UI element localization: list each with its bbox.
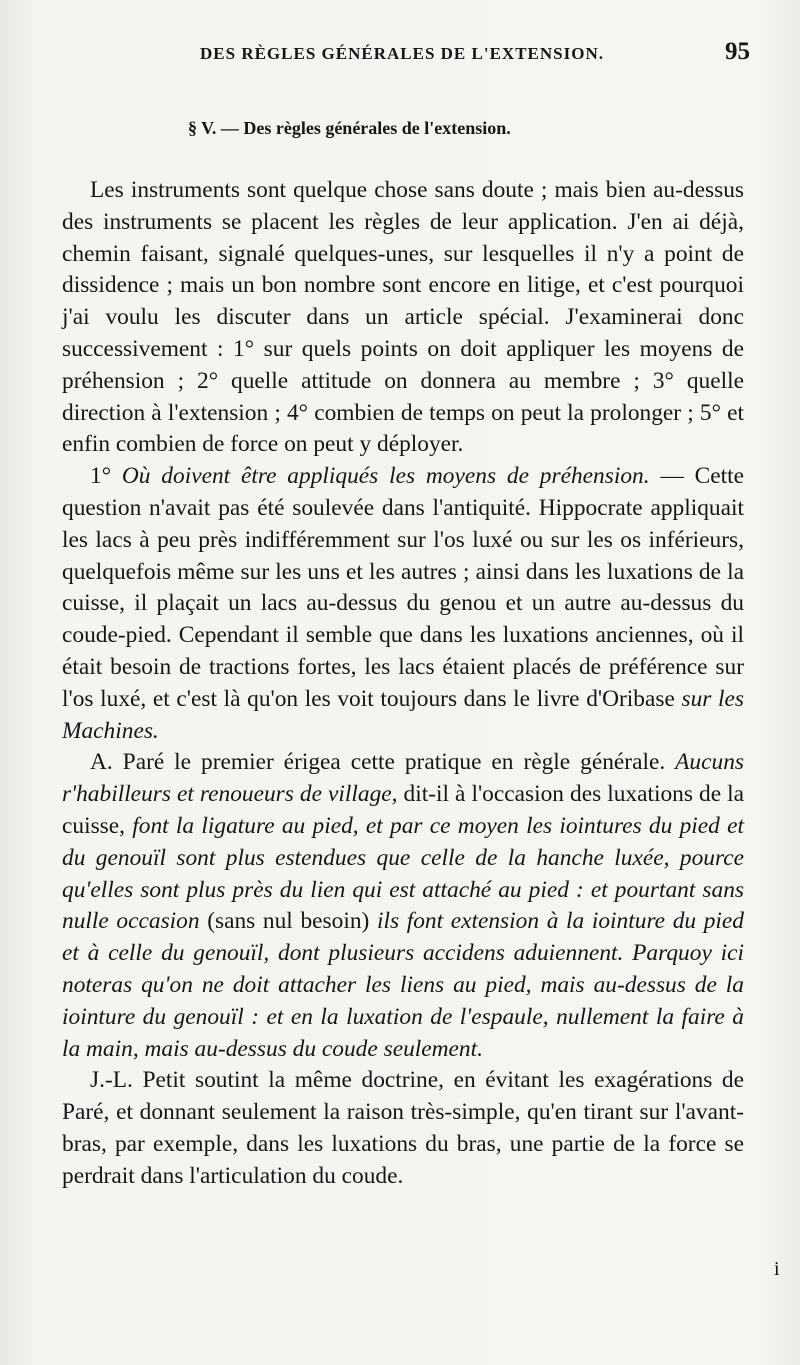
book-title: sur les Machines. [62, 685, 744, 744]
page-number: 95 [725, 38, 750, 65]
pare-text-1: dit-il à l'occasion des luxations de la cuisse, [62, 781, 744, 839]
paragraph-petit: J.-L. Petit soutint la même doctrine, en évitant les exagérations de Paré, et donnant seulement la raison très-simple, qu'en tirant sur l'avant-bras, par exemple, dans les luxations du bras, une partie de la force se perdrait dans l'articulation du coude. [62, 1067, 744, 1189]
section-heading: § V. — Des règles générales de l'extension. [188, 118, 511, 138]
paragraph-pare [62, 747, 744, 1065]
paragraph-prehension-body: — Cette question n'avait pas été soulevée dans l'antiquité. Hippocrate appliquait les lacs à peu près indifféremment sur l'os luxé ou sur les os inférieurs, quelquefois même sur les uns et les autres ; ainsi dans les luxations de la cuisse, il plaçait un lacs au-dessus du genou et un autre au-dessus du coude-pied. Cependant il semble que dans les luxations anciennes, où il était besoin de tractions fortes, les lacs étaient placés de préférence sur l'os luxé, et c'est là qu'on les voit toujours dans le livre d'Oribase [62, 463, 744, 712]
running-title: DES RÈGLES GÉNÉRALES DE L'EXTENSION. [200, 44, 604, 63]
paragraph-intro: Les instruments sont quelque chose sans doute ; mais bien au-dessus des instruments se placent les règles de leur application. J'en ai déjà, chemin faisant, signalé quelques-unes, sur lesquelles il n'y a point de dissidence ; mais un bon nombre sont encore en litige, et c'est pourquoi j'ai voulu les discuter dans un article spécial. J'examinerai donc successivement : 1° sur quels points on doit appliquer les moyens de préhension ; 2° quelle attitude on donnera au membre ; 3° quelle direction à l'extension ; 4° combien de temps on peut la prolonger ; 5° et enfin combien de force on peut y déployer. [62, 177, 744, 458]
running-head [60, 36, 750, 76]
paragraph-prehension [62, 461, 744, 747]
pare-quote-1: Aucuns r'habilleurs et renoueurs de village, [62, 749, 744, 808]
item-number: 1° [90, 463, 112, 490]
pare-text-2: (sans nul besoin) [199, 908, 377, 935]
pare-intro: A. Paré le premier érigea cette pratique en règle générale. [90, 749, 676, 776]
pare-quote-2: font la ligature au pied, et par ce moyen les iointures du pied et du genouïl sont plus estendues que celle de la hanche luxée, pource qu'elles sont plus près du lien qui est attaché au pied : et pourtant sans nulle occasion [62, 812, 744, 935]
subheading-prehension: Où doivent être appliqués les moyens de préhension. [121, 463, 650, 490]
body-text [62, 175, 744, 1193]
pare-quote-3: ils font extension à la iointure du pied et à celle du genouïl, dont plusieurs accidens aduiennent. Parquoy ici noteras qu'on ne doit attacher les liens au pied, mais au-dessus de la iointure du genouïl : et en la luxation de l'espaule, nullement la faire à la main, mais au-dessus du coude seulement. [62, 908, 744, 1062]
margin-mark: i [774, 1258, 780, 1280]
